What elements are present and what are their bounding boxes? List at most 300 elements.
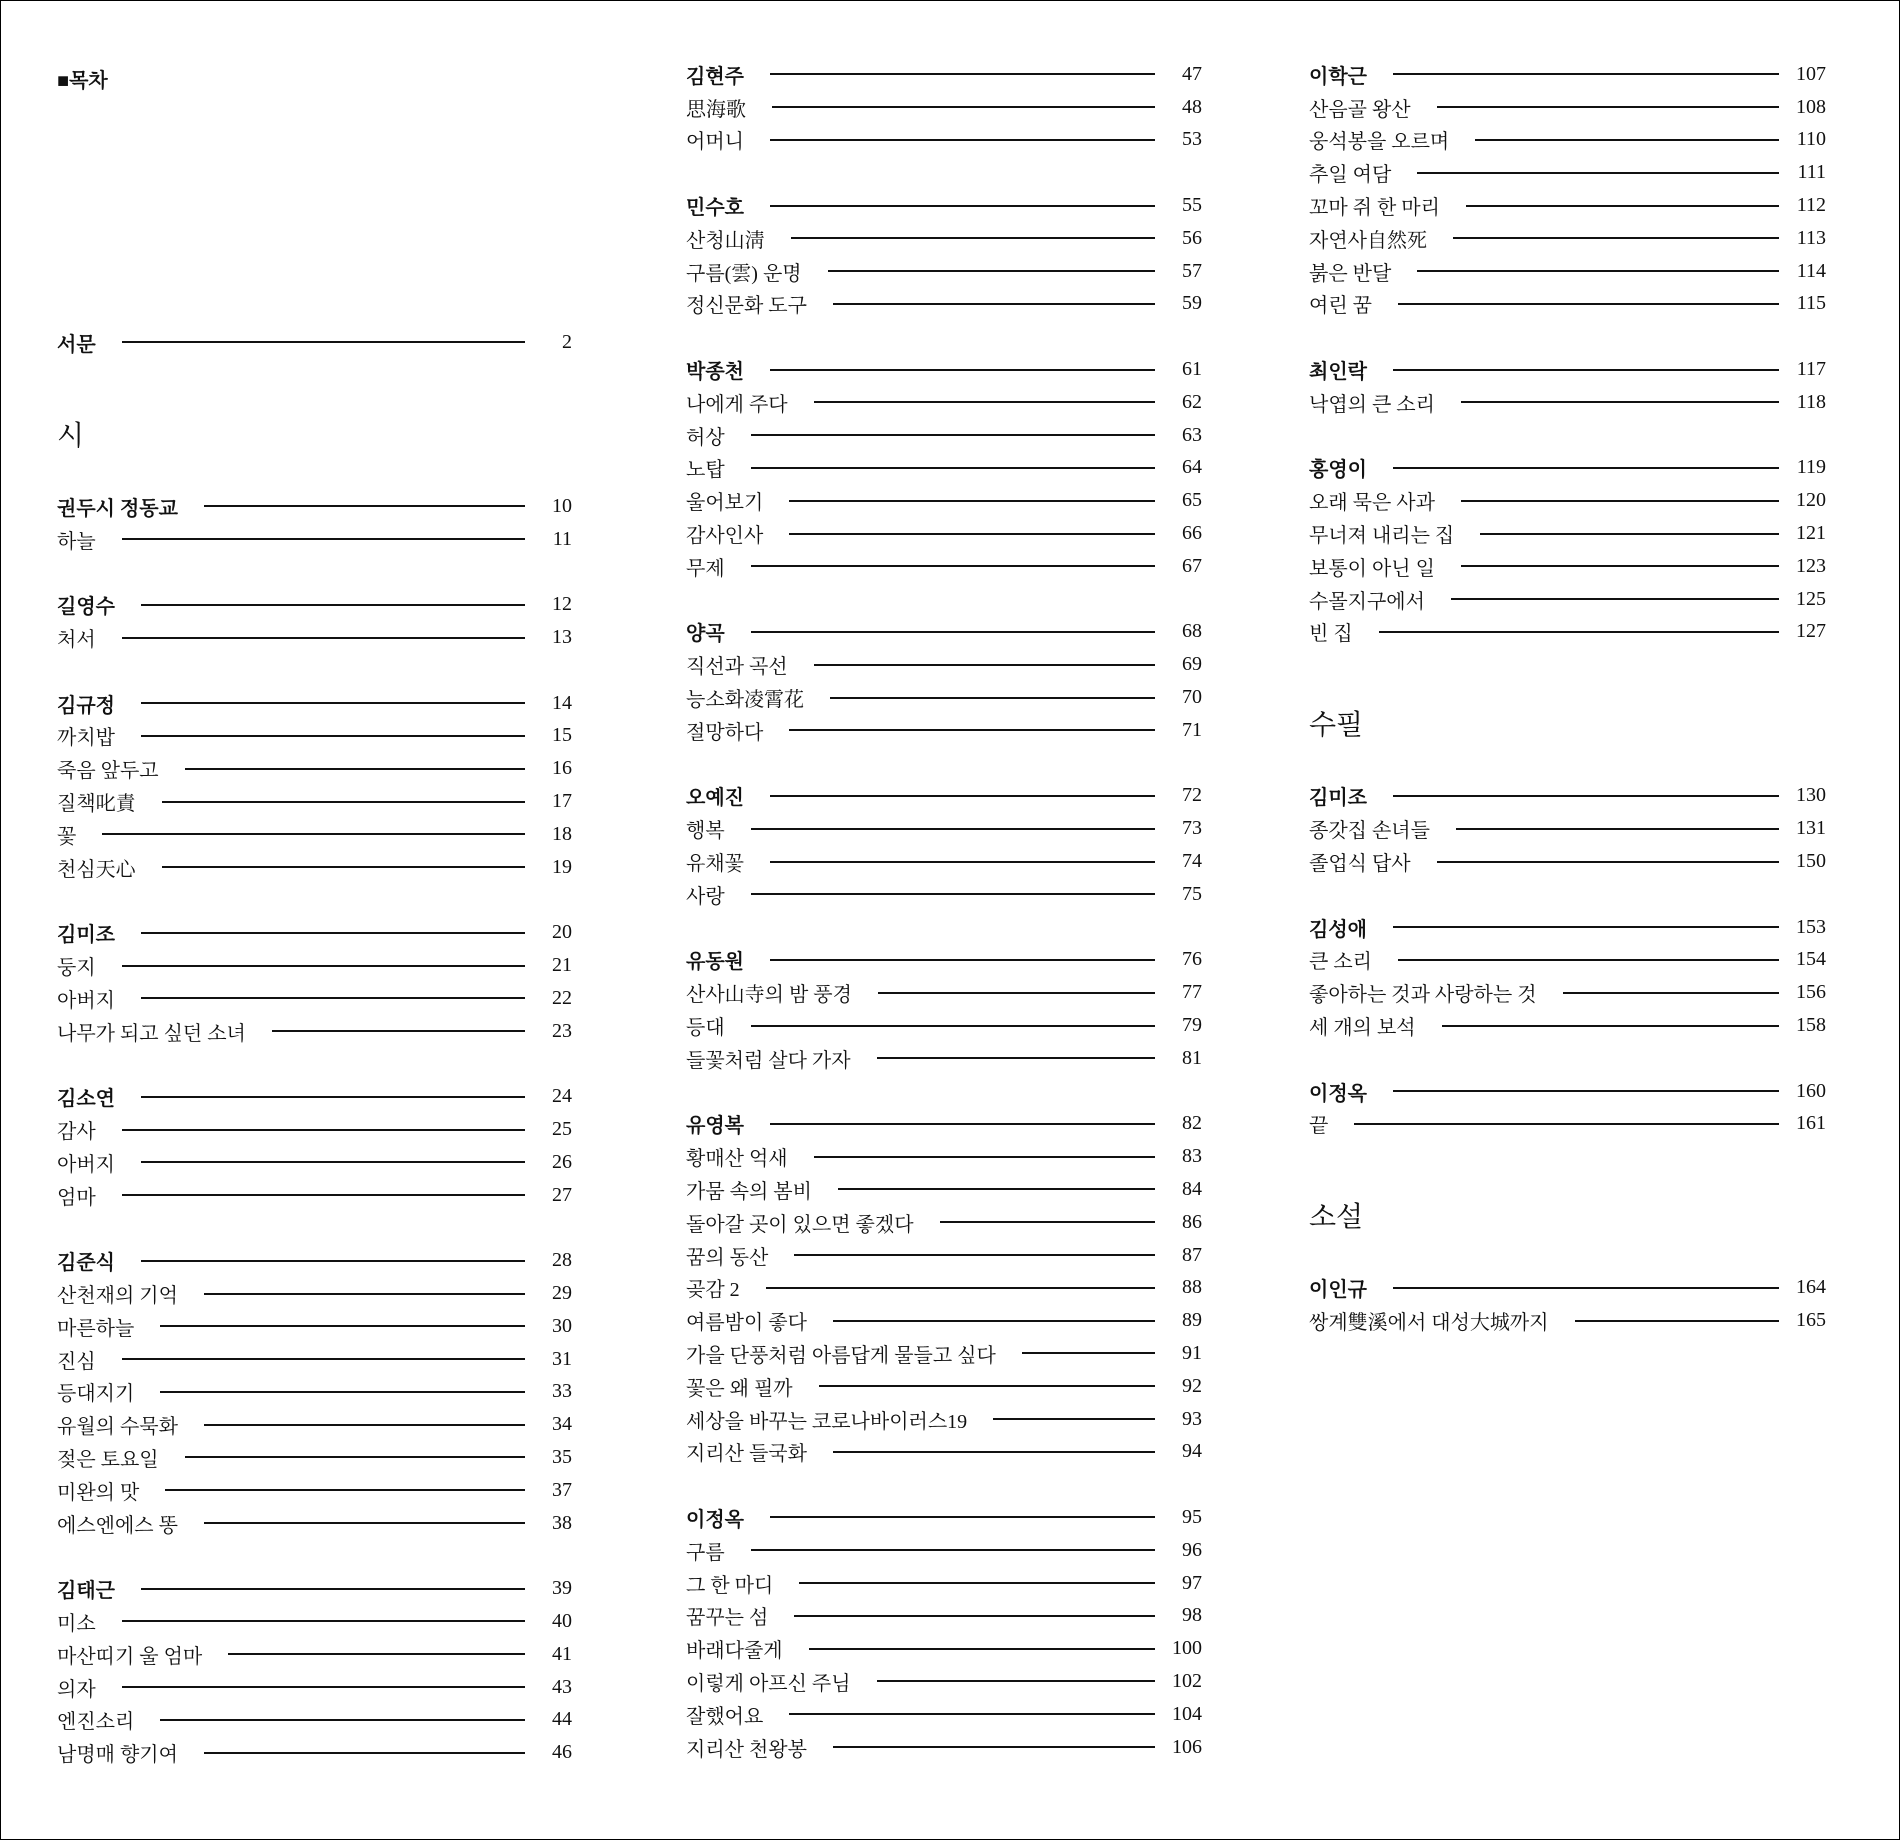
page-number: 83 — [1182, 1145, 1202, 1168]
toc-entry[interactable] — [57, 1179, 572, 1212]
entry-title: 허상 — [686, 426, 725, 449]
toc-entry[interactable] — [57, 1408, 572, 1441]
page-number: 76 — [1182, 948, 1202, 971]
leader-line — [1393, 369, 1779, 371]
entry-title: 등대 — [686, 1017, 725, 1039]
leader-line — [833, 1320, 1155, 1322]
toc-column-1 — [57, 326, 572, 1769]
page-number: 88 — [1182, 1276, 1202, 1299]
entry-title: 꽃은 왜 필까 — [686, 1377, 793, 1400]
toc-entry[interactable] — [1309, 222, 1826, 255]
leader-line — [770, 369, 1155, 371]
leader-line — [814, 401, 1155, 403]
leader-line — [1398, 959, 1779, 961]
page-number: 93 — [1182, 1407, 1202, 1430]
toc-entry[interactable] — [686, 222, 1202, 255]
toc-entry[interactable] — [57, 1310, 572, 1343]
toc-entry[interactable] — [57, 1703, 572, 1736]
page-number: 150 — [1796, 850, 1826, 873]
toc-entry[interactable] — [57, 1638, 572, 1671]
toc-entry[interactable] — [57, 1277, 572, 1310]
page-number: 12 — [552, 593, 572, 616]
page-number: 31 — [552, 1347, 572, 1370]
spacer — [57, 1048, 572, 1081]
leader-line — [1563, 992, 1779, 994]
leader-line — [122, 1129, 525, 1131]
toc-entry[interactable] — [57, 1113, 572, 1146]
entry-title: 길영수 — [57, 596, 115, 619]
leader-line — [1480, 533, 1779, 535]
leader-line — [833, 1746, 1155, 1748]
toc-entry[interactable] — [686, 1009, 1202, 1042]
toc-entry[interactable] — [686, 1632, 1202, 1665]
toc-entry[interactable] — [686, 550, 1202, 583]
page-number: 123 — [1796, 554, 1826, 577]
toc-entry[interactable] — [686, 1206, 1202, 1239]
leader-line — [819, 1385, 1155, 1387]
toc-author-entry[interactable] — [686, 1108, 1202, 1141]
leader-line — [141, 735, 525, 737]
page-number: 68 — [1182, 620, 1202, 643]
toc-entry[interactable] — [686, 419, 1202, 452]
toc-entry[interactable] — [57, 1474, 572, 1507]
leader-line — [838, 1188, 1155, 1190]
leader-line — [772, 106, 1155, 108]
leader-line — [141, 1588, 525, 1590]
leader-line — [160, 1719, 525, 1721]
toc-author-entry[interactable] — [57, 1080, 572, 1113]
leader-line — [828, 270, 1155, 272]
toc-entry[interactable] — [686, 1435, 1202, 1468]
entry-title: 정신문화 도구 — [686, 295, 807, 318]
page-number: 73 — [1182, 817, 1202, 840]
leader-line — [185, 1456, 525, 1458]
entry-title: 죽음 앞두고 — [57, 760, 159, 783]
toc-entry[interactable] — [686, 91, 1202, 124]
page-number: 34 — [552, 1413, 572, 1436]
toc-author-entry[interactable] — [686, 189, 1202, 222]
entry-title: 까치밥 — [57, 727, 115, 750]
toc-entry[interactable] — [1309, 812, 1826, 845]
page-number: 94 — [1182, 1440, 1202, 1463]
toc-entry[interactable] — [686, 845, 1202, 878]
toc-entry[interactable] — [686, 714, 1202, 747]
toc-entry[interactable] — [686, 976, 1202, 1009]
page-number: 67 — [1182, 554, 1202, 577]
entry-title: 산음골 왕산 — [1309, 98, 1411, 121]
page-number: 38 — [552, 1511, 572, 1534]
toc-author-entry[interactable] — [1309, 780, 1826, 813]
page-number: 120 — [1796, 489, 1826, 512]
toc-author-entry[interactable] — [57, 588, 572, 621]
toc-column-3 — [1309, 58, 1826, 1337]
page-number: 130 — [1796, 784, 1826, 807]
page-number: 127 — [1796, 620, 1826, 643]
leader-line — [794, 1615, 1155, 1617]
entry-title: 보통이 아닌 일 — [1309, 557, 1435, 580]
spacer — [57, 1539, 572, 1572]
section-heading — [1309, 648, 1826, 779]
entry-title: 지리산 천왕봉 — [686, 1738, 807, 1761]
toc-entry[interactable] — [686, 648, 1202, 681]
toc-entry[interactable] — [57, 523, 572, 556]
toc-entry[interactable] — [686, 1140, 1202, 1173]
toc-title: ■목차 — [57, 70, 108, 92]
leader-line — [122, 637, 525, 639]
toc-entry[interactable] — [57, 982, 572, 1015]
toc-entry[interactable] — [686, 1239, 1202, 1272]
toc-entry[interactable] — [686, 1042, 1202, 1075]
toc-author-entry[interactable] — [686, 353, 1202, 386]
toc-author-entry[interactable] — [686, 58, 1202, 91]
toc-entry[interactable] — [57, 720, 572, 753]
toc-entry[interactable] — [686, 484, 1202, 517]
page-number: 72 — [1182, 784, 1202, 807]
page-number: 46 — [552, 1741, 572, 1764]
leader-line — [1461, 401, 1779, 403]
toc-entry[interactable] — [1309, 616, 1826, 649]
entry-title: 권두시 정동교 — [57, 497, 178, 520]
page-number: 77 — [1182, 981, 1202, 1004]
entry-title: 꿈의 동산 — [686, 1246, 769, 1269]
entry-title: 감사인사 — [686, 525, 764, 548]
section-heading — [57, 359, 572, 490]
toc-entry[interactable] — [686, 1370, 1202, 1403]
toc-entry[interactable] — [686, 1403, 1202, 1436]
toc-entry[interactable] — [57, 949, 572, 982]
leader-line — [1461, 500, 1779, 502]
spacer — [1309, 1042, 1826, 1075]
spacer — [57, 556, 572, 589]
toc-entry[interactable] — [686, 452, 1202, 485]
leader-line — [141, 932, 525, 934]
spacer — [686, 911, 1202, 944]
entry-title: 유영복 — [686, 1115, 744, 1138]
toc-entry[interactable] — [1309, 255, 1826, 288]
leader-line — [770, 861, 1155, 863]
toc-entry[interactable] — [686, 288, 1202, 321]
leader-line — [141, 997, 525, 999]
entry-title: 빈 집 — [1309, 623, 1353, 646]
leader-line — [751, 565, 1155, 567]
entry-title: 잘했어요 — [686, 1705, 764, 1728]
entry-title: 박종천 — [686, 361, 744, 384]
toc-entry[interactable] — [686, 517, 1202, 550]
toc-author-entry[interactable] — [1309, 353, 1826, 386]
toc-entry[interactable] — [1309, 386, 1826, 419]
page-number: 75 — [1182, 882, 1202, 905]
entry-title: 돌아갈 곳이 있으면 좋겠다 — [686, 1213, 914, 1236]
toc-entry[interactable] — [57, 1343, 572, 1376]
entry-title: 미소 — [57, 1612, 96, 1635]
spacer — [686, 1075, 1202, 1108]
entry-title: 유동원 — [686, 951, 744, 974]
toc-author-entry[interactable] — [57, 1572, 572, 1605]
toc-entry[interactable] — [686, 386, 1202, 419]
toc-entry[interactable] — [1309, 1304, 1826, 1337]
entry-title: 붉은 반달 — [1309, 262, 1392, 285]
page-number: 102 — [1172, 1669, 1202, 1692]
page-number: 81 — [1182, 1046, 1202, 1069]
toc-entry[interactable] — [1309, 91, 1826, 124]
page-number: 117 — [1796, 358, 1826, 381]
toc-entry[interactable] — [1309, 583, 1826, 616]
leader-line — [751, 828, 1155, 830]
entry-title: 하늘 — [57, 530, 96, 553]
toc-entry[interactable] — [57, 1507, 572, 1540]
leader-line — [1398, 303, 1779, 305]
toc-entry[interactable] — [57, 1146, 572, 1179]
leader-line — [141, 702, 525, 704]
leader-line — [1393, 795, 1779, 797]
toc-entry[interactable] — [57, 1015, 572, 1048]
leader-line — [833, 1451, 1155, 1453]
section-title: 수필 — [1309, 710, 1364, 742]
page-number: 160 — [1796, 1079, 1826, 1102]
page-number: 98 — [1182, 1604, 1202, 1627]
toc-entry[interactable] — [57, 785, 572, 818]
page-number: 35 — [552, 1445, 572, 1468]
entry-title: 등대지기 — [57, 1383, 135, 1406]
page-number: 71 — [1182, 718, 1202, 741]
entry-title: 울어보기 — [686, 492, 764, 515]
entry-title: 여름밤이 좋다 — [686, 1312, 807, 1335]
entry-title: 세 개의 보석 — [1309, 1017, 1416, 1039]
page-number: 115 — [1796, 292, 1826, 315]
entry-title: 김규정 — [57, 694, 115, 717]
entry-title: 능소화凌霄花 — [686, 689, 804, 712]
page-number: 118 — [1796, 390, 1826, 413]
toc-entry[interactable] — [1309, 124, 1826, 157]
leader-line — [940, 1221, 1155, 1223]
leader-line — [833, 303, 1155, 305]
spacer — [1309, 419, 1826, 452]
entry-title: 유채꽃 — [686, 853, 744, 876]
page-number: 62 — [1182, 390, 1202, 413]
entry-title: 무제 — [686, 557, 725, 580]
toc-entry[interactable] — [57, 1671, 572, 1704]
leader-line — [877, 1680, 1155, 1682]
entry-title: 마른하늘 — [57, 1317, 135, 1340]
leader-line — [1393, 73, 1779, 75]
entry-title: 자연사自然死 — [1309, 229, 1427, 252]
toc-entry[interactable] — [686, 255, 1202, 288]
entry-title: 꼬마 쥐 한 마리 — [1309, 197, 1440, 220]
toc-author-entry[interactable] — [686, 780, 1202, 813]
entry-title: 수몰지구에서 — [1309, 590, 1425, 613]
leader-line — [1437, 106, 1779, 108]
entry-title: 미완의 맛 — [57, 1481, 140, 1504]
toc-author-entry[interactable] — [686, 944, 1202, 977]
toc-author-entry[interactable] — [57, 916, 572, 949]
leader-line — [751, 1549, 1155, 1551]
entry-title: 이학근 — [1309, 65, 1367, 88]
leader-line — [789, 1713, 1155, 1715]
leader-line — [770, 795, 1155, 797]
entry-title: 김소연 — [57, 1088, 115, 1111]
entry-title: 바래다줄게 — [686, 1640, 783, 1663]
leader-line — [751, 631, 1155, 633]
spacer — [1309, 878, 1826, 911]
entry-title: 김현주 — [686, 65, 744, 88]
page-number: 14 — [552, 691, 572, 714]
page-number: 69 — [1182, 653, 1202, 676]
spacer — [686, 320, 1202, 353]
entry-title: 좋아하는 것과 사랑하는 것 — [1309, 984, 1537, 1007]
toc-entry[interactable] — [686, 681, 1202, 714]
page-number: 112 — [1796, 194, 1826, 217]
leader-line — [141, 1161, 525, 1163]
spacer — [686, 747, 1202, 780]
toc-entry[interactable] — [1309, 484, 1826, 517]
page-number: 11 — [552, 527, 572, 550]
entry-title: 직선과 곡선 — [686, 656, 788, 679]
toc-entry[interactable] — [1309, 976, 1826, 1009]
entry-title: 황매산 억새 — [686, 1148, 788, 1171]
page-number: 47 — [1182, 62, 1202, 85]
toc-entry[interactable] — [1309, 550, 1826, 583]
toc-entry[interactable] — [686, 1731, 1202, 1764]
toc-entry[interactable] — [686, 1534, 1202, 1567]
toc-entry[interactable] — [1309, 517, 1826, 550]
page-number: 107 — [1796, 62, 1826, 85]
leader-line — [789, 500, 1155, 502]
leader-line — [141, 604, 525, 606]
toc-author-entry[interactable] — [1309, 1075, 1826, 1108]
toc-entry[interactable] — [686, 1271, 1202, 1304]
entry-title: 이정옥 — [686, 1508, 744, 1531]
leader-line — [165, 1489, 525, 1491]
toc-entry[interactable] — [686, 1304, 1202, 1337]
leader-line — [160, 1391, 525, 1393]
page-number: 96 — [1182, 1538, 1202, 1561]
leader-line — [122, 1358, 525, 1360]
toc-entry[interactable] — [57, 818, 572, 851]
leader-line — [204, 1293, 525, 1295]
section-title: 시 — [57, 420, 85, 452]
toc-entry[interactable] — [686, 1698, 1202, 1731]
leader-line — [1442, 1025, 1779, 1027]
page-number: 106 — [1172, 1735, 1202, 1758]
toc-author-entry[interactable] — [57, 1244, 572, 1277]
toc-entry[interactable] — [686, 1173, 1202, 1206]
toc-author-entry[interactable] — [686, 616, 1202, 649]
page-number: 108 — [1796, 95, 1826, 118]
leader-line — [204, 1424, 525, 1426]
page-number: 59 — [1182, 292, 1202, 315]
entry-title: 가뭄 속의 봄비 — [686, 1180, 812, 1203]
entry-title: 아버지 — [57, 989, 115, 1012]
spacer — [57, 884, 572, 917]
toc-author-entry[interactable] — [1309, 911, 1826, 944]
toc-entry[interactable] — [686, 812, 1202, 845]
leader-line — [751, 893, 1155, 895]
leader-line — [122, 1194, 525, 1196]
entry-title: 나에게 주다 — [686, 393, 788, 416]
toc-entry[interactable] — [686, 1337, 1202, 1370]
toc-author-entry[interactable] — [57, 326, 572, 359]
toc-entry[interactable] — [57, 621, 572, 654]
leader-line — [122, 1620, 525, 1622]
entry-title: 남명매 향기여 — [57, 1744, 178, 1767]
toc-entry[interactable] — [1309, 189, 1826, 222]
leader-line — [993, 1418, 1155, 1420]
page-number: 87 — [1182, 1243, 1202, 1266]
toc-entry[interactable] — [57, 1605, 572, 1638]
spacer — [1309, 320, 1826, 353]
toc-entry[interactable] — [57, 752, 572, 785]
toc-entry[interactable] — [57, 1441, 572, 1474]
entry-title: 오래 묵은 사과 — [1309, 492, 1435, 515]
toc-entry[interactable] — [686, 1665, 1202, 1698]
entry-title: 꿈꾸는 섬 — [686, 1607, 769, 1630]
spacer — [686, 1468, 1202, 1501]
toc-entry[interactable] — [57, 1736, 572, 1769]
page-number: 20 — [552, 921, 572, 944]
toc-entry[interactable] — [1309, 288, 1826, 321]
leader-line — [809, 1648, 1155, 1650]
toc-entry[interactable] — [57, 851, 572, 884]
entry-title: 천심天心 — [57, 858, 136, 881]
toc-entry[interactable] — [686, 878, 1202, 911]
leader-line — [1354, 1123, 1779, 1125]
leader-line — [162, 866, 525, 868]
toc-author-entry[interactable] — [1309, 58, 1826, 91]
leader-line — [789, 533, 1155, 535]
entry-title: 꽃 — [57, 825, 77, 848]
toc-entry[interactable] — [1309, 944, 1826, 977]
toc-author-entry[interactable] — [1309, 1271, 1826, 1304]
page-number: 18 — [552, 822, 572, 845]
page-number: 53 — [1182, 128, 1202, 151]
page-number: 57 — [1182, 259, 1202, 282]
entry-title: 들꽃처럼 살다 가자 — [686, 1049, 851, 1072]
toc-author-entry[interactable] — [57, 490, 572, 523]
page-number: 37 — [552, 1478, 572, 1501]
leader-line — [1475, 139, 1779, 141]
toc-author-entry[interactable] — [1309, 452, 1826, 485]
leader-line — [1417, 270, 1779, 272]
leader-line — [122, 341, 525, 343]
page-number: 23 — [552, 1019, 572, 1042]
page-number: 74 — [1182, 850, 1202, 873]
page-number: 30 — [552, 1314, 572, 1337]
toc-entry[interactable] — [686, 124, 1202, 157]
toc-author-entry[interactable] — [686, 1501, 1202, 1534]
toc-entry[interactable] — [686, 1599, 1202, 1632]
leader-line — [1393, 1287, 1779, 1289]
entry-title: 김성애 — [1309, 918, 1367, 941]
section-heading — [1309, 1140, 1826, 1271]
page-number: 65 — [1182, 489, 1202, 512]
page-number: 154 — [1796, 948, 1826, 971]
leader-line — [204, 505, 525, 507]
toc-entry[interactable] — [1309, 1009, 1826, 1042]
entry-title: 양곡 — [686, 623, 725, 646]
toc-author-entry[interactable] — [57, 687, 572, 720]
toc-entry[interactable] — [1309, 845, 1826, 878]
entry-title: 홍영이 — [1309, 459, 1367, 482]
page-number: 70 — [1182, 686, 1202, 709]
toc-entry[interactable] — [57, 1376, 572, 1409]
page-number: 22 — [552, 986, 572, 1009]
toc-entry[interactable] — [686, 1567, 1202, 1600]
page-number: 110 — [1796, 128, 1826, 151]
entry-title: 구름 — [686, 1541, 725, 1564]
entry-title: 思海歌 — [686, 98, 746, 121]
toc-entry[interactable] — [1309, 1108, 1826, 1141]
toc-entry[interactable] — [1309, 156, 1826, 189]
